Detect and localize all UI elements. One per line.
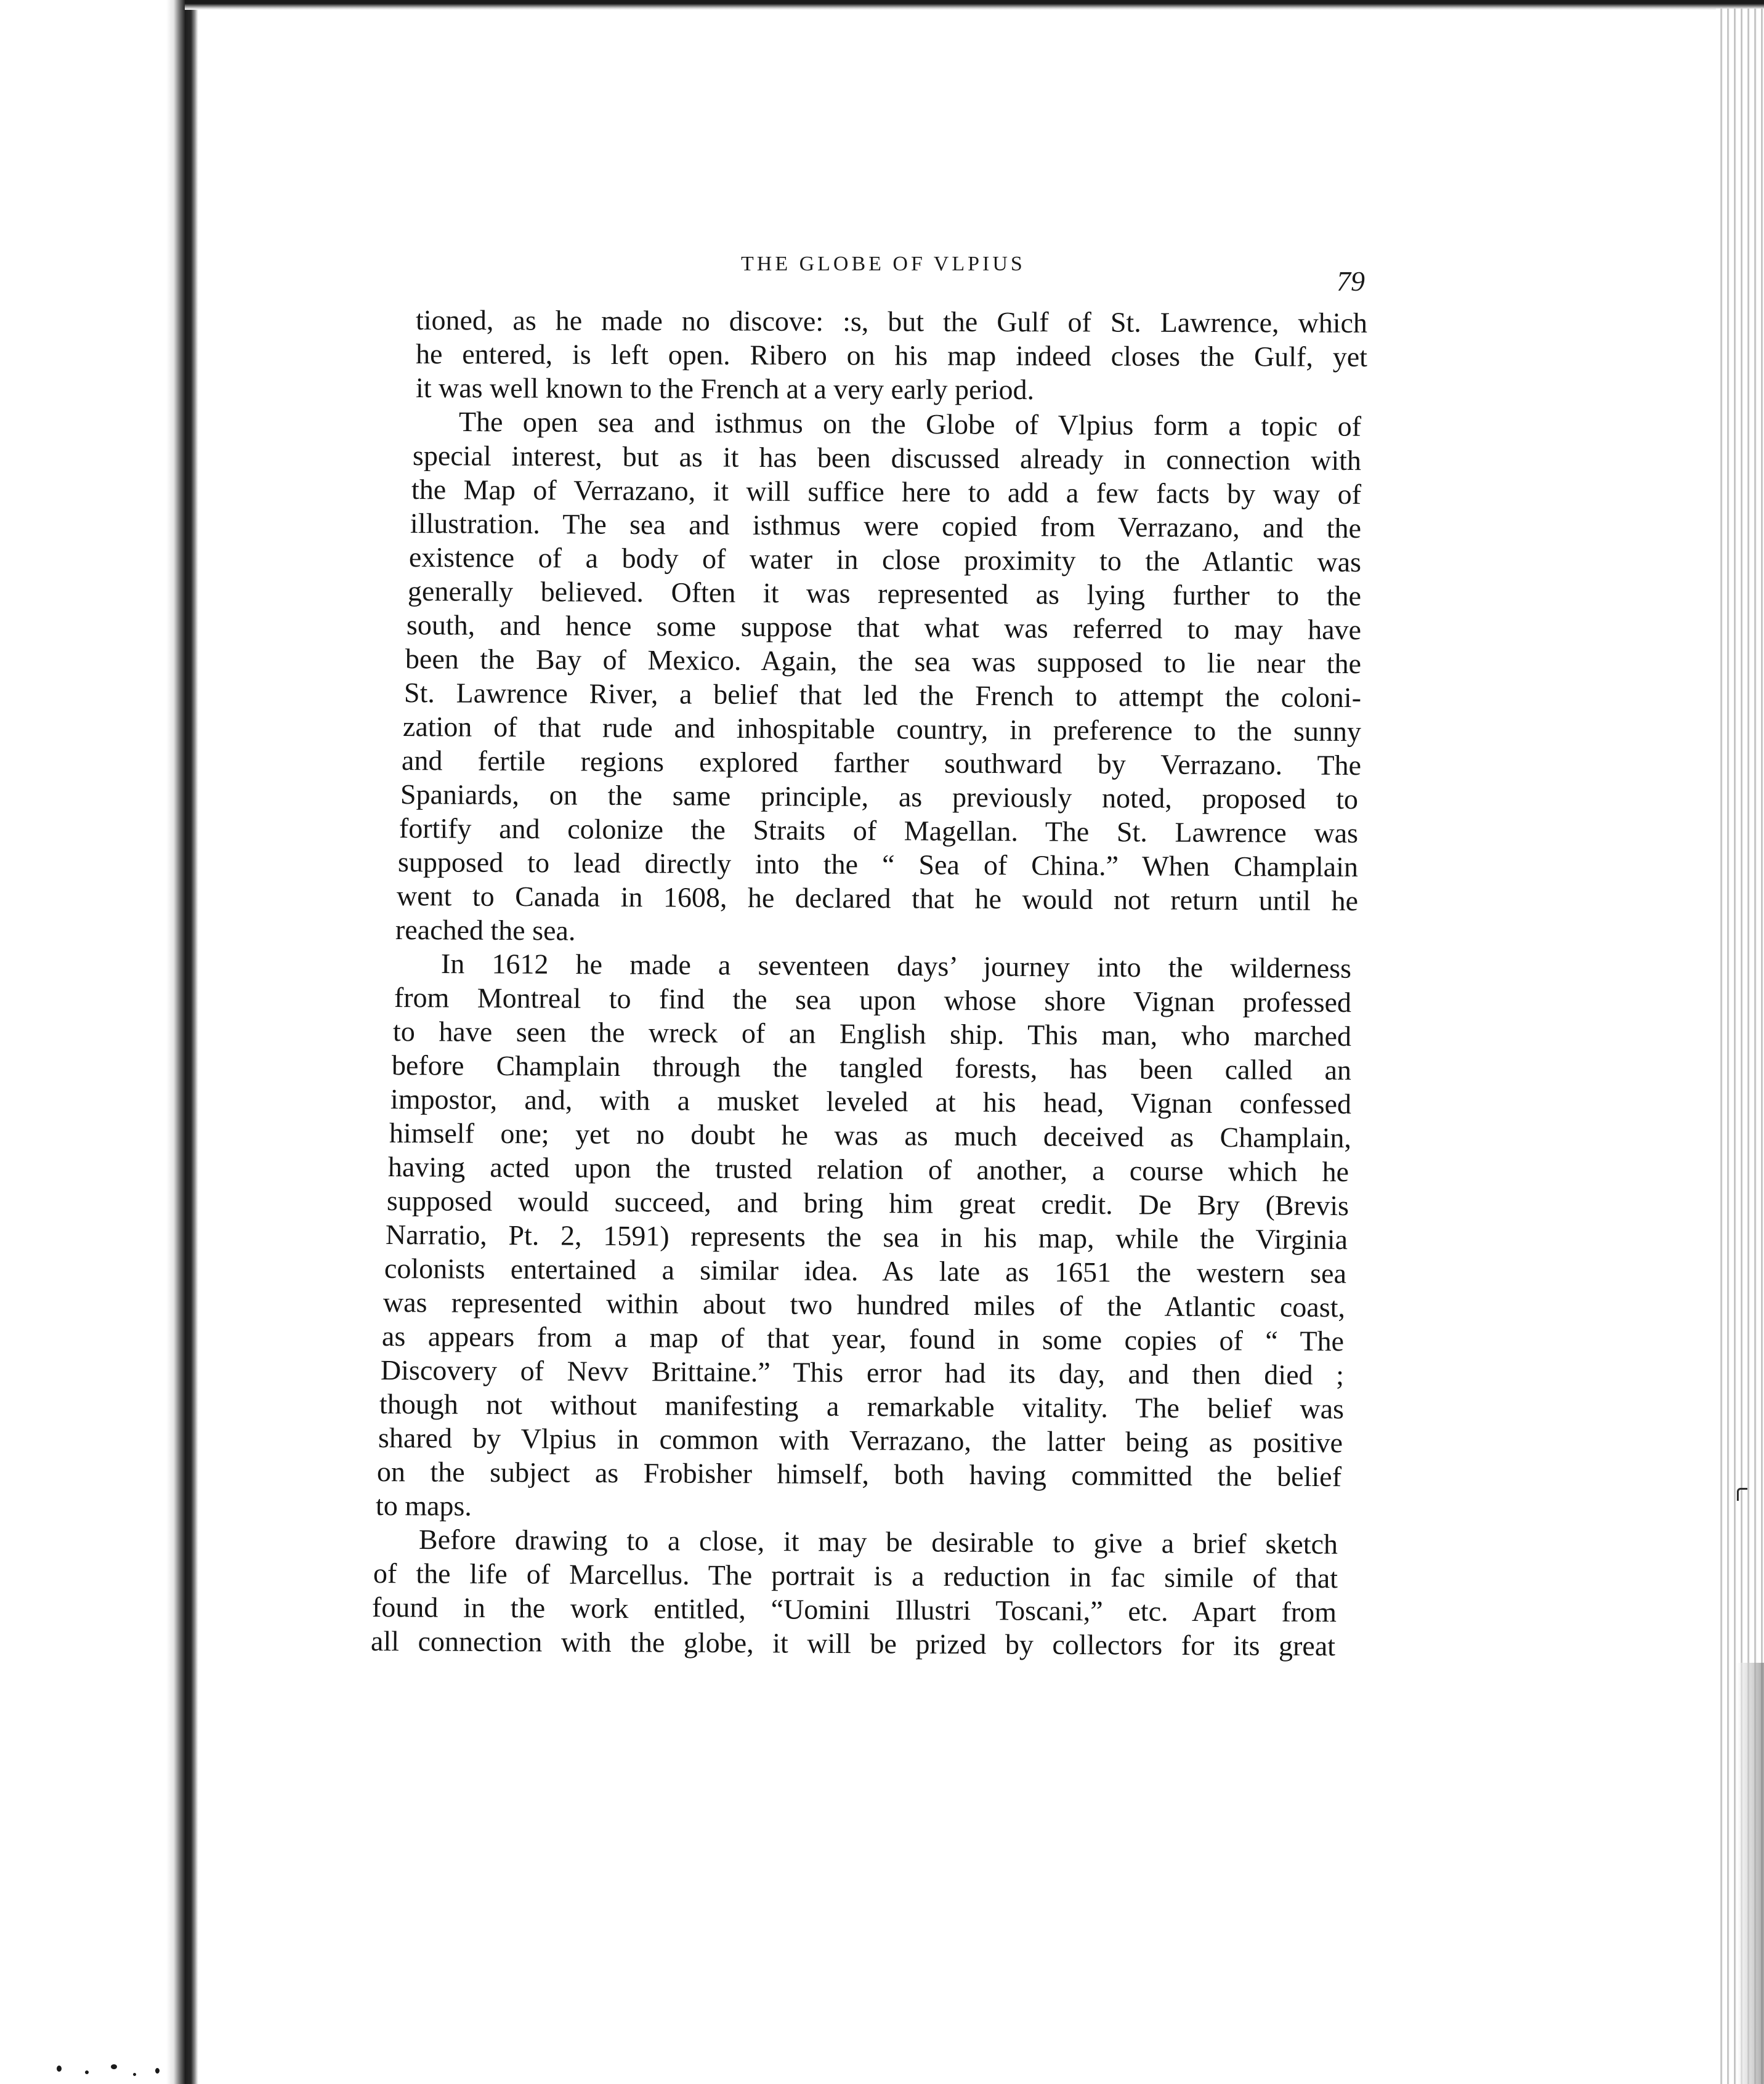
text-line: fortify and colonize the Straits of Magellan. The St. Lawrence was <box>399 812 1359 849</box>
text-line: Discovery of Nevv Brittaine.” This error had its day, and then died ; <box>380 1354 1345 1391</box>
text-line: though not without manifesting a remarkable vitality. The belief was <box>379 1388 1345 1425</box>
text-line: from Montreal to find the sea upon whose shore Vignan professed <box>394 982 1352 1019</box>
text-line: on the subject as Frobisher himself, both having committed the belief <box>376 1456 1342 1493</box>
page-edge-mark <box>1737 1488 1747 1501</box>
text-line: himself one; yet no doubt he was as much deceived as Champlain, <box>389 1117 1352 1154</box>
text-line: to maps. <box>375 1490 472 1522</box>
text-line: before Champlain through the tangled forests, has been called an <box>391 1049 1352 1086</box>
page-number: 79 <box>1337 265 1365 297</box>
text-line: St. Lawrence River, a belief that led the French to attempt the coloni- <box>403 677 1362 714</box>
scan-specks <box>25 2057 185 2082</box>
running-head: THE GLOBE OF VLPIUS <box>741 252 1026 275</box>
text-line: Spaniards, on the same principle, as previously noted, proposed to <box>400 778 1359 815</box>
text-line: to have seen the wreck of an English ship. This man, who marched <box>392 1016 1352 1052</box>
text-line: The open sea and isthmus on the Globe of Vlpius form a topic of <box>458 406 1362 442</box>
text-line: as appears from a map of that year, found in some copies of “ The <box>381 1320 1345 1357</box>
text-line: went to Canada in 1608, he declared that he would not return until he <box>396 880 1359 917</box>
text-line: the Map of Verrazano, it will suffice here to add a few facts by way of <box>411 474 1362 511</box>
text-line: and fertile regions explored farther southward by Verrazano. The <box>401 745 1362 781</box>
text-line: Before drawing to a close, it may be desirable to give a brief sketch <box>418 1524 1338 1560</box>
text-line: reached the sea. <box>395 914 576 947</box>
text-line: found in the work entitled, “Uomini Illustri Toscani,” etc. Apart from <box>371 1591 1337 1628</box>
page-top-edge <box>185 0 1764 10</box>
text-line: it was well known to the French at a very early period. <box>415 372 1035 406</box>
text-line: colonists entertained a similar idea. As late as 1651 the western sea <box>384 1253 1347 1290</box>
text-line: special interest, but as it has been discussed already in connection with <box>412 440 1362 477</box>
text-line: south, and hence some suppose that what was referred to may have <box>406 609 1362 646</box>
body-text <box>370 303 1368 1662</box>
text-line: of the life of Marcellus. The portrait is a reduction in fac simile of that <box>373 1557 1338 1594</box>
text-line: illustration. The sea and isthmus were copied from Verrazano, and the <box>410 507 1362 544</box>
text-line: he entered, is left open. Ribero on his map indeed closes the Gulf, yet <box>415 338 1368 373</box>
text-line: supposed to lead directly into the “ Sea of China.” When Champlain <box>397 846 1359 883</box>
text-line: having acted upon the trusted relation of another, a course which he <box>387 1151 1349 1188</box>
page-left-edge <box>185 0 198 2084</box>
text-line: generally believed. Often it was represented as lying further to the <box>407 575 1362 612</box>
text-line: tioned, as he made no discove: :s, but the Gulf of St. Lawrence, which <box>415 304 1368 339</box>
text-line: Narratio, Pt. 2, 1591) represents the sea in his map, while the Virginia <box>385 1219 1348 1256</box>
scan-left-margin <box>0 0 185 2084</box>
text-line: all connection with the globe, it will be prized by collectors for its great <box>370 1625 1336 1662</box>
text-line: been the Bay of Mexico. Again, the sea was supposed to lie near the <box>405 643 1362 680</box>
text-line: In 1612 he made a seventeen days’ journey into the wilderness <box>440 948 1352 984</box>
text-line: shared by Vlpius in common with Verrazano, the latter being as positive <box>378 1422 1343 1459</box>
text-line: impostor, and, with a musket leveled at his head, Vignan confessed <box>390 1083 1352 1120</box>
text-line: was represented within about two hundred miles of the Atlantic coast, <box>382 1286 1346 1323</box>
text-line: supposed would succeed, and bring him great credit. De Bry (Brevis <box>386 1185 1349 1222</box>
text-line: zation of that rude and inhospitable country, in preference to the sunny <box>402 711 1362 748</box>
text-line: existence of a body of water in close proximity to the Atlantic was <box>408 541 1362 578</box>
page-stack-shadow <box>1737 1663 1764 2084</box>
